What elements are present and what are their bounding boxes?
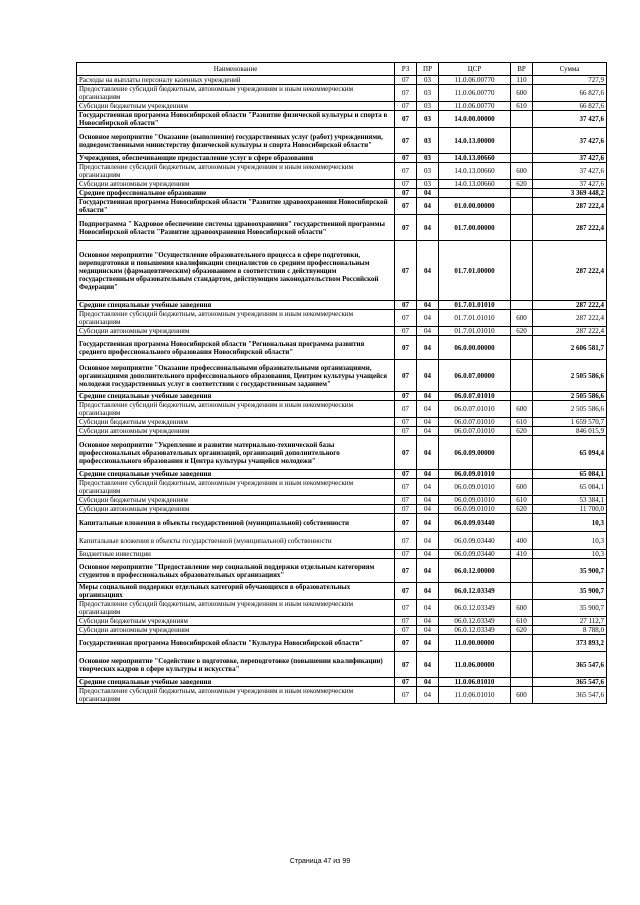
row-sum: 727,9 (533, 76, 607, 85)
row-csr: 06.0.12.03349 (439, 583, 511, 600)
row-rz: 07 (395, 626, 417, 635)
table-row (77, 418, 607, 427)
row-pr: 04 (417, 505, 439, 514)
row-name: Предоставление субсидий бюджетным, автономным учреждениям и иным некоммерческим организациям (77, 600, 395, 617)
table-row (77, 327, 607, 336)
row-rz: 07 (395, 550, 417, 559)
row-vr (511, 336, 533, 360)
row-name: Подпрограмма " Кадровое обеспечение системы здравоохранения" государственной программы Новосибирской области "Развитие здравоохранения Новосибирской области" (77, 215, 395, 241)
row-pr: 04 (417, 496, 439, 505)
row-pr: 03 (417, 163, 439, 180)
row-pr: 04 (417, 436, 439, 470)
row-name: Предоставление субсидий бюджетным, автономным учреждениям и иным некоммерческим организациям (77, 687, 395, 704)
row-vr (511, 215, 533, 241)
row-pr: 04 (417, 559, 439, 583)
table-row (77, 215, 607, 241)
row-name: Среднее профессиональное образование (77, 189, 395, 198)
row-rz: 07 (395, 418, 417, 427)
row-rz: 07 (395, 189, 417, 198)
row-csr: 06.0.12.03349 (439, 626, 511, 635)
row-name: Учреждения, обеспечивающие предоставление услуг в сфере образования (77, 154, 395, 163)
row-csr: 06.0.09.01010 (439, 496, 511, 505)
row-vr (511, 652, 533, 678)
row-pr: 03 (417, 111, 439, 128)
row-name: Основное мероприятие "Осуществление образовательного процесса в сфере подготовки, переподготовки и повышения квалификации специалистов со средним профессиональным медицинским (фармацевтическим) образованием в соответствии с действующим государственным образовательным стандартом, действующим законодательством Российской Федерации" (77, 241, 395, 301)
row-rz: 07 (395, 241, 417, 301)
row-sum: 365 547,6 (533, 678, 607, 687)
row-csr: 14.0.13.00660 (439, 180, 511, 189)
row-rz: 07 (395, 687, 417, 704)
header-pr: ПР (417, 63, 439, 76)
row-rz: 07 (395, 180, 417, 189)
row-pr: 03 (417, 102, 439, 111)
row-rz: 07 (395, 505, 417, 514)
table-header (77, 63, 607, 76)
table-row (77, 479, 607, 496)
row-sum: 37 427,6 (533, 163, 607, 180)
row-rz: 07 (395, 310, 417, 327)
row-pr: 04 (417, 479, 439, 496)
row-sum: 37 427,6 (533, 111, 607, 128)
row-rz: 07 (395, 154, 417, 163)
row-rz: 07 (395, 301, 417, 310)
row-pr: 04 (417, 418, 439, 427)
row-csr: 06.0.12.03349 (439, 617, 511, 626)
budget-table (76, 62, 607, 704)
row-pr: 04 (417, 550, 439, 559)
row-pr: 04 (417, 198, 439, 215)
table-row (77, 635, 607, 652)
table-row (77, 687, 607, 704)
table-row (77, 85, 607, 102)
row-vr (511, 635, 533, 652)
row-csr: 11.0.00.00000 (439, 635, 511, 652)
table-body (77, 76, 607, 704)
row-pr: 04 (417, 241, 439, 301)
row-vr: 620 (511, 180, 533, 189)
row-name: Субсидии бюджетным учреждениям (77, 496, 395, 505)
row-rz: 07 (395, 128, 417, 154)
row-name: Субсидии автономным учреждениям (77, 180, 395, 189)
row-vr: 620 (511, 505, 533, 514)
row-vr (511, 189, 533, 198)
row-csr: 11.0.06.00770 (439, 102, 511, 111)
row-pr: 04 (417, 401, 439, 418)
table-row (77, 559, 607, 583)
row-rz: 07 (395, 635, 417, 652)
row-name: Предоставление субсидий бюджетным, автономным учреждениям и иным некоммерческим организациям (77, 401, 395, 418)
row-sum: 10,3 (533, 532, 607, 550)
row-pr: 03 (417, 154, 439, 163)
table-row (77, 496, 607, 505)
row-pr: 04 (417, 652, 439, 678)
row-name: Субсидии автономным учреждениям (77, 427, 395, 436)
row-name: Основное мероприятие "Оказание профессиональными образовательными организациями, организациями дополнительного профессионального образования, Центром культуры учащейся молодежи государственных услуг в соответствии с государственным заданием" (77, 360, 395, 392)
row-vr: 610 (511, 617, 533, 626)
row-vr: 600 (511, 479, 533, 496)
row-name: Субсидии автономным учреждениям (77, 626, 395, 635)
row-sum: 287 222,4 (533, 241, 607, 301)
table-row (77, 360, 607, 392)
row-rz: 07 (395, 514, 417, 532)
row-name: Государственная программа Новосибирской области "Культура Новосибирской области" (77, 635, 395, 652)
row-csr: 06.0.00.00000 (439, 336, 511, 360)
table-row (77, 678, 607, 687)
row-sum: 2 505 586,6 (533, 401, 607, 418)
row-rz: 07 (395, 85, 417, 102)
row-vr: 620 (511, 327, 533, 336)
row-csr: 01.7.01.01010 (439, 301, 511, 310)
header-rz: РЗ (395, 63, 417, 76)
row-rz: 07 (395, 336, 417, 360)
row-vr (511, 154, 533, 163)
row-rz: 07 (395, 532, 417, 550)
row-csr: 06.0.09.03440 (439, 532, 511, 550)
table-row (77, 626, 607, 635)
row-vr: 620 (511, 626, 533, 635)
row-sum: 365 547,6 (533, 652, 607, 678)
row-name: Государственная программа Новосибирской области "Развитие здравоохранения Новосибирской области" (77, 198, 395, 215)
row-vr (511, 241, 533, 301)
row-pr: 04 (417, 470, 439, 479)
header-row (77, 63, 607, 76)
header-csr: ЦСР (439, 63, 511, 76)
row-vr: 610 (511, 102, 533, 111)
row-vr (511, 128, 533, 154)
row-rz: 07 (395, 360, 417, 392)
row-sum: 10,3 (533, 514, 607, 532)
row-sum: 65 094,4 (533, 436, 607, 470)
row-rz: 07 (395, 163, 417, 180)
row-sum: 27 112,7 (533, 617, 607, 626)
row-name: Средние специальные учебные заведения (77, 392, 395, 401)
row-name: Государственная программа Новосибирской области "Региональная программа развития среднего профессионального образования Новосибирской области" (77, 336, 395, 360)
row-rz: 07 (395, 111, 417, 128)
row-vr (511, 360, 533, 392)
row-csr: 14.0.00.00000 (439, 111, 511, 128)
row-pr: 04 (417, 514, 439, 532)
row-csr: 11.0.06.00000 (439, 652, 511, 678)
header-sum: Сумма (533, 63, 607, 76)
row-rz: 07 (395, 583, 417, 600)
row-vr (511, 301, 533, 310)
row-sum: 2 606 581,7 (533, 336, 607, 360)
row-name: Бюджетные инвестиции (77, 550, 395, 559)
row-vr: 620 (511, 427, 533, 436)
row-rz: 07 (395, 600, 417, 617)
row-csr: 06.0.09.01010 (439, 505, 511, 514)
row-name: Основное мероприятие "Содействие в подготовке, переподготовке (повышении квалификации) творческих кадров в сфере культуры и искусства" (77, 652, 395, 678)
row-pr: 04 (417, 600, 439, 617)
row-name: Средние специальные учебные заведения (77, 678, 395, 687)
row-vr: 610 (511, 418, 533, 427)
row-vr (511, 678, 533, 687)
row-pr: 04 (417, 336, 439, 360)
row-pr: 04 (417, 617, 439, 626)
row-pr: 04 (417, 678, 439, 687)
row-vr: 600 (511, 401, 533, 418)
row-vr (511, 198, 533, 215)
table-row (77, 392, 607, 401)
row-csr: 14.0.13.00000 (439, 128, 511, 154)
row-csr: 01.7.00.00000 (439, 215, 511, 241)
row-pr: 04 (417, 635, 439, 652)
table-row (77, 401, 607, 418)
row-vr (511, 392, 533, 401)
row-vr (511, 583, 533, 600)
table-row (77, 600, 607, 617)
row-pr: 03 (417, 85, 439, 102)
table-row (77, 336, 607, 360)
row-vr (511, 111, 533, 128)
row-csr: 06.0.09.03440 (439, 550, 511, 559)
row-sum: 11 700,0 (533, 505, 607, 514)
table-row (77, 180, 607, 189)
row-sum: 8 788,0 (533, 626, 607, 635)
row-csr: 06.0.07.01010 (439, 418, 511, 427)
row-name: Основное мероприятие "Укрепление и развитие материально-технической базы профессиональных образовательных организаций, организаций дополнительного профессионального образования и Центра культуры учащейся молодежи" (77, 436, 395, 470)
row-rz: 07 (395, 678, 417, 687)
row-csr: 06.0.07.00000 (439, 360, 511, 392)
row-csr: 06.0.09.03440 (439, 514, 511, 532)
row-name: Основное мероприятие "Предоставление мер социальной поддержки отдельным категориям студентов в профессиональных образовательных организациях" (77, 559, 395, 583)
row-csr: 06.0.12.03349 (439, 600, 511, 617)
row-rz: 07 (395, 198, 417, 215)
row-name: Субсидии бюджетным учреждениям (77, 418, 395, 427)
table-row (77, 550, 607, 559)
header-vr: ВР (511, 63, 533, 76)
row-sum: 65 084,1 (533, 479, 607, 496)
row-pr: 03 (417, 128, 439, 154)
table-row (77, 154, 607, 163)
table-row (77, 583, 607, 600)
row-name: Государственная программа Новосибирской области "Развитие физической культуры и спорта в Новосибирской области" (77, 111, 395, 128)
table-row (77, 436, 607, 470)
table-row (77, 198, 607, 215)
table-row (77, 189, 607, 198)
row-csr: 06.0.09.01010 (439, 479, 511, 496)
row-pr: 04 (417, 215, 439, 241)
row-name: Основное мероприятие "Оказание (выполнение) государственных услуг (работ) учреждениями, подведомственными министерству физической культуры и спорта Новосибирской области" (77, 128, 395, 154)
row-csr: 06.0.07.01010 (439, 401, 511, 418)
row-vr: 110 (511, 76, 533, 85)
row-csr: 06.0.07.01010 (439, 427, 511, 436)
row-rz: 07 (395, 559, 417, 583)
row-csr: 11.0.06.00770 (439, 85, 511, 102)
row-name: Капитальные вложения в объекты государственной (муниципальной) собственности (77, 514, 395, 532)
row-csr: 11.0.06.01010 (439, 678, 511, 687)
table-row (77, 128, 607, 154)
row-csr: 06.0.09.00000 (439, 436, 511, 470)
row-sum: 37 427,6 (533, 128, 607, 154)
row-sum: 37 427,6 (533, 154, 607, 163)
table-row (77, 427, 607, 436)
row-name: Предоставление субсидий бюджетным, автономным учреждениям и иным некоммерческим организациям (77, 310, 395, 327)
table-row (77, 163, 607, 180)
row-vr (511, 514, 533, 532)
row-rz: 07 (395, 427, 417, 436)
row-rz: 07 (395, 470, 417, 479)
row-name: Капитальные вложения в объекты государственной (муниципальной) собственности (77, 532, 395, 550)
row-name: Предоставление субсидий бюджетным, автономным учреждениям и иным некоммерческим организациям (77, 479, 395, 496)
row-sum: 37 427,6 (533, 180, 607, 189)
row-pr: 04 (417, 626, 439, 635)
row-rz: 07 (395, 496, 417, 505)
table-row (77, 76, 607, 85)
row-name: Предоставление субсидий бюджетным, автономным учреждениям и иным некоммерческим организациям (77, 163, 395, 180)
table-row (77, 102, 607, 111)
row-sum: 35 900,7 (533, 600, 607, 617)
row-name: Субсидии автономным учреждениям (77, 505, 395, 514)
table-row (77, 514, 607, 532)
row-rz: 07 (395, 215, 417, 241)
row-rz: 07 (395, 617, 417, 626)
row-sum: 35 900,7 (533, 583, 607, 600)
table-row (77, 310, 607, 327)
row-pr: 04 (417, 392, 439, 401)
row-name: Средние специальные учебные заведения (77, 301, 395, 310)
row-name: Предоставление субсидий бюджетным, автономным учреждениям и иным некоммерческим организациям (77, 85, 395, 102)
row-sum: 2 505 586,6 (533, 360, 607, 392)
row-vr (511, 559, 533, 583)
row-sum: 65 084,1 (533, 470, 607, 479)
row-name: Расходы на выплаты персоналу казенных учреждений (77, 76, 395, 85)
row-vr: 600 (511, 85, 533, 102)
row-rz: 07 (395, 102, 417, 111)
row-pr: 04 (417, 327, 439, 336)
row-vr: 600 (511, 600, 533, 617)
row-csr: 14.0.13.00660 (439, 154, 511, 163)
row-rz: 07 (395, 401, 417, 418)
row-sum: 66 827,6 (533, 102, 607, 111)
row-sum: 287 222,4 (533, 327, 607, 336)
row-pr: 04 (417, 301, 439, 310)
row-name: Субсидии бюджетным учреждениям (77, 617, 395, 626)
row-pr: 04 (417, 427, 439, 436)
row-sum: 2 505 586,6 (533, 392, 607, 401)
table-row (77, 470, 607, 479)
table-row (77, 301, 607, 310)
row-sum: 365 547,6 (533, 687, 607, 704)
row-sum: 35 900,7 (533, 559, 607, 583)
row-pr: 04 (417, 583, 439, 600)
row-pr: 04 (417, 687, 439, 704)
row-csr: 11.0.06.00770 (439, 76, 511, 85)
row-csr: 01.7.01.01010 (439, 310, 511, 327)
row-sum: 10,3 (533, 550, 607, 559)
row-name: Субсидии бюджетным учреждениям (77, 102, 395, 111)
row-csr: 06.0.12.00000 (439, 559, 511, 583)
row-rz: 07 (395, 76, 417, 85)
row-csr: 11.0.06.01010 (439, 687, 511, 704)
row-name: Меры социальной поддержки отдельных категорий обучающихся в образовательных организациях (77, 583, 395, 600)
row-vr (511, 470, 533, 479)
row-csr: 14.0.13.00660 (439, 163, 511, 180)
table-row (77, 111, 607, 128)
row-pr: 04 (417, 189, 439, 198)
table-row (77, 532, 607, 550)
row-vr: 610 (511, 496, 533, 505)
row-vr: 600 (511, 310, 533, 327)
table-row (77, 505, 607, 514)
page-number: Страница 47 из 99 (289, 858, 351, 865)
row-csr: 06.0.07.01010 (439, 392, 511, 401)
row-pr: 04 (417, 360, 439, 392)
header-name: Наименование (77, 63, 395, 76)
row-sum: 3 369 448,2 (533, 189, 607, 198)
row-csr: 01.7.01.01010 (439, 327, 511, 336)
row-name: Субсидии автономным учреждениям (77, 327, 395, 336)
row-csr: 01.0.00.00000 (439, 198, 511, 215)
row-sum: 287 222,4 (533, 310, 607, 327)
row-csr: 01.7.01.00000 (439, 241, 511, 301)
row-vr: 600 (511, 687, 533, 704)
row-rz: 07 (395, 652, 417, 678)
row-sum: 287 222,4 (533, 301, 607, 310)
row-sum: 1 659 570,7 (533, 418, 607, 427)
row-vr: 410 (511, 550, 533, 559)
row-rz: 07 (395, 327, 417, 336)
table-row (77, 617, 607, 626)
row-rz: 07 (395, 436, 417, 470)
row-pr: 03 (417, 76, 439, 85)
row-vr: 600 (511, 163, 533, 180)
row-csr: 06.0.09.01010 (439, 470, 511, 479)
row-sum: 846 015,9 (533, 427, 607, 436)
table-row (77, 241, 607, 301)
row-vr: 400 (511, 532, 533, 550)
row-sum: 66 827,6 (533, 85, 607, 102)
row-pr: 03 (417, 180, 439, 189)
row-sum: 373 893,2 (533, 635, 607, 652)
table-row (77, 652, 607, 678)
row-rz: 07 (395, 392, 417, 401)
row-csr (439, 189, 511, 198)
row-sum: 287 222,4 (533, 215, 607, 241)
row-name: Средние специальные учебные заведения (77, 470, 395, 479)
row-pr: 04 (417, 310, 439, 327)
row-sum: 53 384,1 (533, 496, 607, 505)
row-vr (511, 436, 533, 470)
row-rz: 07 (395, 479, 417, 496)
row-sum: 287 222,4 (533, 198, 607, 215)
row-pr: 04 (417, 532, 439, 550)
